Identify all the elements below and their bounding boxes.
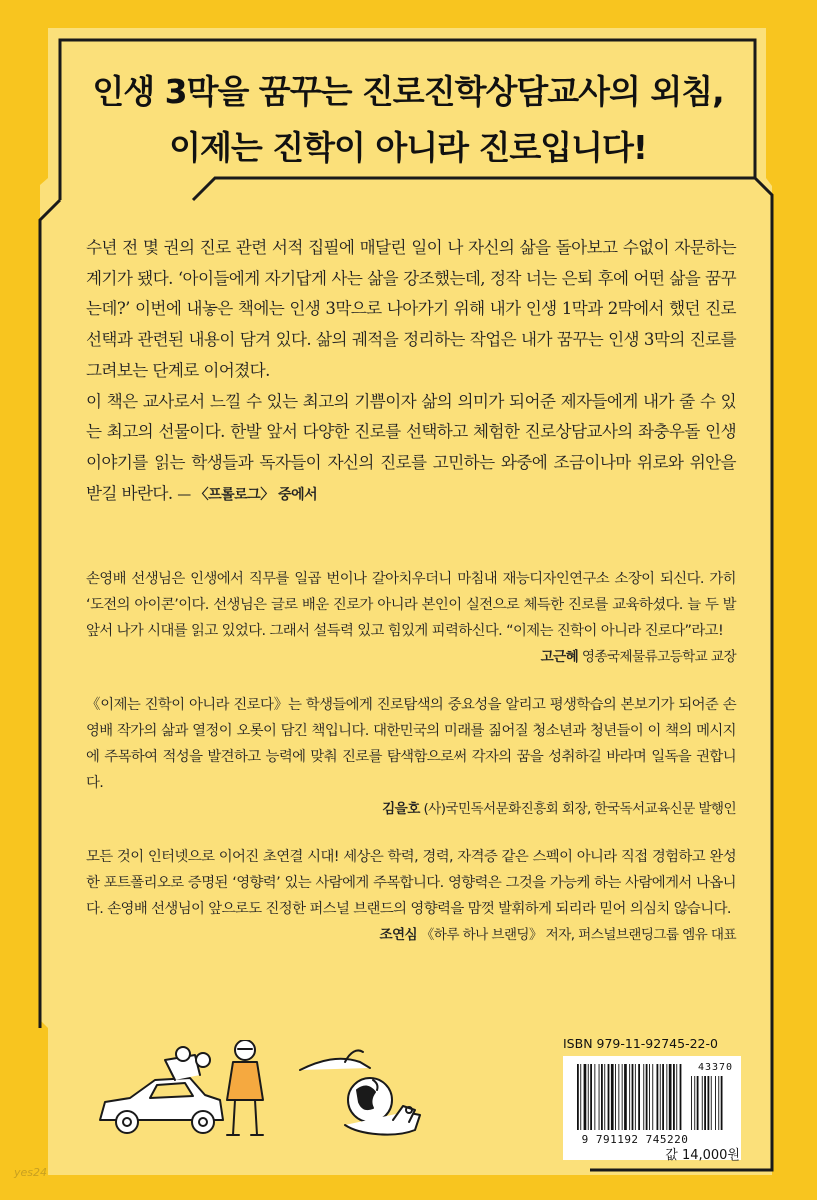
- barcode-bar: [604, 1064, 605, 1130]
- endorsement-author: [86, 796, 736, 822]
- barcode-bar: [652, 1064, 653, 1130]
- headline-line-1: 인생 3막을 꿈꾸는 진로진학상담교사의 외침,: [92, 72, 724, 111]
- barcode-bar: [611, 1064, 614, 1130]
- barcode-bar: [584, 1064, 587, 1130]
- barcode-addon-bar: [691, 1076, 692, 1130]
- barcode-bar: [580, 1064, 581, 1130]
- barcode-addon-bar: [718, 1076, 719, 1130]
- barcode-bar: [646, 1064, 648, 1130]
- barcode-addon-bar: [702, 1076, 703, 1130]
- watermark: yes24: [14, 1166, 48, 1179]
- left-frame-line: [40, 200, 60, 1028]
- prologue-paragraph-2: [86, 387, 736, 511]
- barcode-addon-bar: [715, 1076, 716, 1130]
- endorsement-author: [86, 922, 736, 948]
- barcode-bar: [673, 1064, 675, 1130]
- source-suffix: 중에서: [273, 486, 318, 503]
- barcode-bar: [624, 1064, 627, 1130]
- barcode-addon-bar: [697, 1076, 699, 1130]
- endorsement: [86, 566, 736, 670]
- barcode-bar: [676, 1064, 677, 1130]
- barcode-bar: [622, 1064, 623, 1130]
- author-name: 조연심: [379, 927, 418, 943]
- barcode-bar: [601, 1064, 603, 1130]
- barcode-bar: [608, 1064, 610, 1130]
- barcode-addon-bar: [704, 1076, 706, 1130]
- barcode-bar: [649, 1064, 650, 1130]
- prologue-excerpt: [86, 233, 736, 510]
- headline: [70, 64, 746, 176]
- barcode-bar: [643, 1064, 644, 1130]
- headline-line-2: 이제는 진학이 아니라 진로입니다!: [169, 128, 647, 167]
- author-role: (사)국민독서문화진흥회 회장, 한국독서교육신문 발행인: [419, 801, 736, 817]
- barcode-bar: [588, 1064, 589, 1130]
- prologue-source: [177, 487, 317, 503]
- endorsement-author: [86, 644, 736, 670]
- author-name: 고근혜: [540, 649, 579, 665]
- barcode-bar: [669, 1064, 672, 1130]
- barcode-bar: [615, 1064, 616, 1130]
- endorsement: [86, 844, 736, 948]
- barcode-bar: [660, 1064, 661, 1130]
- barcode-number: 9 791192 745220: [581, 1133, 689, 1146]
- price: 값 14,000원: [665, 1148, 740, 1163]
- prologue-paragraph-1: 수년 전 몇 권의 진로 관련 서적 집필에 매달린 일이 나 자신의 삶을 돌아보고 수없이 자문하는 계기가 됐다. ‘아이들에게 자기답게 사는 삶을 강조했는데, 정작 너는 은퇴 후에 어떤 삶을 꿈꾸는데?’ 이번에 내놓은 책에는 인생 3막으로 나아가기 위해 내가 인생 1막과 2막에서 했던 진로 선택과 관련된 내용이 담겨 있다. 삶의 궤적을 정리하는 작업은 내가 꿈꾸는 인생 3막의 진로를 그려보는 단계로 이어졌다.: [86, 238, 736, 380]
- endorsement-text: 모든 것이 인터넷으로 이어진 초연결 시대! 세상은 학력, 경력, 자격증 같은 스펙이 아니라 직접 경험하고 완성한 포트폴리오로 증명된 ‘영향력’ 있는 사람에게 주목합니다. 영향력은 그것을 가능케 하는 사람에게서 나옵니다. 손영배 선생님이 앞으로도 진정한 퍼스널 브랜드의 영향력을 맘껏 발휘하게 되리라 믿어 의심치 않습니다.: [86, 849, 736, 917]
- endorsement: [86, 692, 736, 822]
- barcode-bar: [577, 1064, 579, 1130]
- author-role: 영종국제물류고등학교 교장: [578, 649, 736, 665]
- cover-illustration: [95, 1040, 525, 1160]
- barcode-bar: [680, 1064, 682, 1130]
- isbn-label: ISBN 979-11-92745-22-0: [563, 1036, 718, 1051]
- endorsement-text: 《이제는 진학이 아니라 진로다》는 학생들에게 진로탐색의 중요성을 알리고 평생학습의 본보기가 되어준 손영배 작가의 삶과 열정이 오롯이 담긴 책입니다. 대한민국의 미래를 짊어질 청소년과 청년들이 이 책의 메시지에 주목하여 적성을 발견하고 능력에 맞춰 진로를 탐색함으로써 각자의 꿈을 성취하길 바라며 일독을 권합니다.: [86, 697, 736, 791]
- barcode-bar: [618, 1064, 619, 1130]
- endorsements: [86, 566, 736, 970]
- barcode-addon-bar: [694, 1076, 695, 1130]
- author-name: 김을호: [382, 801, 420, 817]
- barcode-bar: [666, 1064, 667, 1130]
- prologue-paragraph-2-text: 이 책은 교사로서 느낄 수 있는 최고의 기쁨이자 삶의 의미가 되어준 제자들에게 내가 줄 수 있는 최고의 선물이다. 한발 앞서 다양한 진로를 선택하고 체험한 진로상담교사의 좌충우돌 인생 이야기를 읽는 학생들과 독자들이 자신의 진로를 고민하는 와중에 조금이나마 위로와 위안을 받길 바란다.: [86, 391, 736, 503]
- author-role: 《하루 하나 브랜딩》 저자, 퍼스널브랜딩그룹 엠유 대표: [417, 927, 736, 943]
- endorsement-text: 손영배 선생님은 인생에서 직무를 일곱 번이나 갈아치우더니 마침내 재능디자인연구소 소장이 되신다. 가히 ‘도전의 아이콘’이다. 선생님은 글로 배운 진로가 아니라 본인이 실전으로 체득한 진로를 교육하셨다. 늘 두 발 앞서 나가 시대를 읽고 있었다. 그래서 설득력 있고 힘있게 피력하신다. “이제는 진학이 아니라 진로다”라고!: [86, 571, 736, 639]
- barcode-addon: 43370: [697, 1062, 734, 1073]
- barcode-bar: [662, 1064, 664, 1130]
- barcode-addon-bar: [721, 1076, 723, 1130]
- barcode-bar: [657, 1064, 659, 1130]
- barcode-bar: [635, 1064, 636, 1130]
- barcode-addon-bar: [711, 1076, 712, 1130]
- source-title: 〈프롤로그〉: [194, 486, 274, 503]
- barcode-bar: [594, 1064, 595, 1130]
- barcode-bar: [599, 1064, 600, 1130]
- barcode-bar: [638, 1064, 640, 1130]
- source-dash: —: [177, 486, 195, 503]
- barcode-bar: [632, 1064, 634, 1130]
- barcode-addon-bar: [708, 1076, 710, 1130]
- hand-globe-icon: [300, 1050, 420, 1134]
- barcode-bar: [629, 1064, 630, 1130]
- barcode-bar: [590, 1064, 592, 1130]
